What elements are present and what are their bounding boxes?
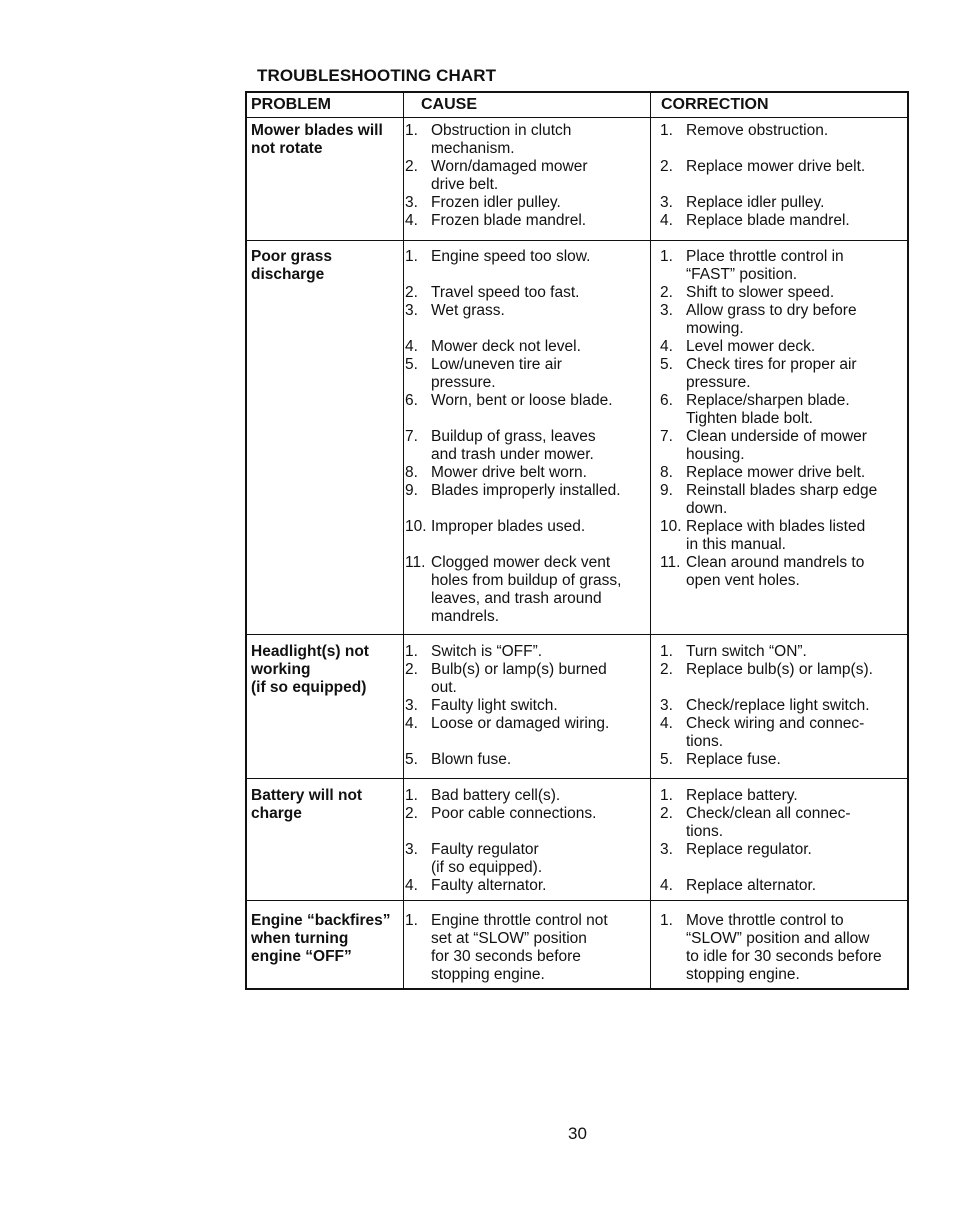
correction-line: Reinstall blades sharp edge <box>686 482 878 499</box>
troubleshooting-table <box>245 91 909 990</box>
cause-text <box>431 841 542 877</box>
correction-line: Replace mower drive belt. <box>686 158 866 175</box>
correction-number: 3. <box>660 302 673 319</box>
correction-text <box>686 428 867 464</box>
row-divider <box>247 778 907 779</box>
cause-number: 3. <box>405 841 418 858</box>
correction-text <box>686 518 865 554</box>
correction-line: Shift to slower speed. <box>686 284 835 301</box>
correction-line: open vent holes. <box>686 572 800 589</box>
correction-line: Check tires for proper air <box>686 356 857 373</box>
correction-line: Check wiring and connec- <box>686 715 865 732</box>
cause-line: Travel speed too fast. <box>431 284 580 301</box>
correction-text <box>686 643 807 661</box>
cause-line: Wet grass. <box>431 302 505 319</box>
cause-number: 4. <box>405 715 418 732</box>
correction-number: 1. <box>660 248 673 265</box>
cause-line: Clogged mower deck vent <box>431 554 611 571</box>
cause-line: (if so equipped). <box>431 859 543 876</box>
correction-text <box>686 912 882 984</box>
cause-number: 1. <box>405 122 418 139</box>
row-divider <box>247 900 907 901</box>
header-problem: PROBLEM <box>251 96 331 113</box>
correction-text <box>686 805 851 841</box>
cause-line: Faulty alternator. <box>431 877 547 894</box>
cause-line: Bad battery cell(s). <box>431 787 561 804</box>
column-divider <box>650 93 651 988</box>
correction-line: Turn switch “ON”. <box>686 643 807 660</box>
correction-number: 2. <box>660 661 673 678</box>
problem-line: Battery will not <box>251 787 363 804</box>
correction-text <box>686 715 864 751</box>
correction-line: Remove obstruction. <box>686 122 829 139</box>
problem-line: not rotate <box>251 140 323 157</box>
correction-number: 3. <box>660 697 673 714</box>
correction-number: 2. <box>660 805 673 822</box>
correction-number: 4. <box>660 715 673 732</box>
cause-text <box>431 392 613 410</box>
problem-cell <box>251 643 406 697</box>
correction-line: Replace battery. <box>686 787 798 804</box>
correction-line: to idle for 30 seconds before <box>686 948 882 965</box>
correction-number: 1. <box>660 122 673 139</box>
cause-line: mechanism. <box>431 140 515 157</box>
correction-text <box>686 392 850 428</box>
cause-text <box>431 356 562 392</box>
correction-line: tions. <box>686 823 724 840</box>
correction-number: 4. <box>660 338 673 355</box>
cause-text <box>431 212 586 230</box>
cause-number: 1. <box>405 912 418 929</box>
correction-text <box>686 841 812 859</box>
cause-text <box>431 877 546 895</box>
correction-line: Replace regulator. <box>686 841 812 858</box>
cause-number: 2. <box>405 661 418 678</box>
correction-text <box>686 302 857 338</box>
cause-text <box>431 428 596 464</box>
correction-text <box>686 751 781 769</box>
cause-text <box>431 661 607 697</box>
cause-text <box>431 751 511 769</box>
cause-text <box>431 194 561 212</box>
correction-line: Replace mower drive belt. <box>686 464 866 481</box>
cause-number: 8. <box>405 464 418 481</box>
cause-number: 2. <box>405 284 418 301</box>
cause-text <box>431 302 505 320</box>
correction-line: Replace idler pulley. <box>686 194 825 211</box>
problem-line: working <box>251 661 311 678</box>
row-divider <box>247 634 907 635</box>
cause-text <box>431 122 571 158</box>
correction-line: Tighten blade bolt. <box>686 410 813 427</box>
correction-line: in this manual. <box>686 536 786 553</box>
cause-text <box>431 158 588 194</box>
header-divider <box>247 117 907 118</box>
correction-line: Move throttle control to <box>686 912 844 929</box>
cause-text <box>431 338 581 356</box>
correction-text <box>686 877 816 895</box>
cause-line: Switch is “OFF”. <box>431 643 543 660</box>
correction-line: “FAST” position. <box>686 266 798 283</box>
correction-line: Check/clean all connec- <box>686 805 851 822</box>
correction-line: Replace blade mandrel. <box>686 212 850 229</box>
cause-number: 1. <box>405 248 418 265</box>
correction-text <box>686 554 864 590</box>
correction-text <box>686 284 834 302</box>
column-divider <box>403 93 404 988</box>
correction-number: 5. <box>660 751 673 768</box>
cause-line: and trash under mower. <box>431 446 594 463</box>
page-number: 30 <box>568 1124 587 1143</box>
problem-line: when turning <box>251 930 349 947</box>
cause-line: stopping engine. <box>431 966 545 983</box>
correction-line: Level mower deck. <box>686 338 816 355</box>
cause-number: 5. <box>405 356 418 373</box>
correction-text <box>686 194 824 212</box>
correction-text <box>686 356 857 392</box>
cause-line: Blown fuse. <box>431 751 512 768</box>
problem-line: charge <box>251 805 302 822</box>
cause-text <box>431 643 542 661</box>
cause-number: 1. <box>405 787 418 804</box>
cause-number: 2. <box>405 805 418 822</box>
correction-line: tions. <box>686 733 724 750</box>
cause-line: mandrels. <box>431 608 500 625</box>
cause-line: Frozen idler pulley. <box>431 194 561 211</box>
correction-number: 7. <box>660 428 673 445</box>
problem-line: engine “OFF” <box>251 948 352 965</box>
correction-line: Clean around mandrels to <box>686 554 865 571</box>
cause-number: 4. <box>405 877 418 894</box>
problem-cell <box>251 248 406 284</box>
correction-number: 2. <box>660 284 673 301</box>
correction-line: “SLOW” position and allow <box>686 930 870 947</box>
cause-text <box>431 464 587 482</box>
cause-line: Worn/damaged mower <box>431 158 588 175</box>
cause-line: Mower deck not level. <box>431 338 581 355</box>
correction-text <box>686 787 798 805</box>
problem-line: Headlight(s) not <box>251 643 369 660</box>
correction-line: Replace/sharpen blade. <box>686 392 850 409</box>
cause-line: Worn, bent or loose blade. <box>431 392 613 409</box>
cause-number: 6. <box>405 392 418 409</box>
cause-line: Bulb(s) or lamp(s) burned <box>431 661 607 678</box>
correction-text <box>686 338 815 356</box>
cause-line: set at “SLOW” position <box>431 930 587 947</box>
correction-number: 10. <box>660 518 682 535</box>
correction-line: Place throttle control in <box>686 248 844 265</box>
problem-line: Mower blades will <box>251 122 383 139</box>
cause-line: Obstruction in clutch <box>431 122 572 139</box>
header-cause: CAUSE <box>421 96 478 113</box>
chart-title: TROUBLESHOOTING CHART <box>257 66 497 85</box>
cause-text <box>431 805 596 823</box>
cause-number: 3. <box>405 302 418 319</box>
correction-line: Check/replace light switch. <box>686 697 870 714</box>
problem-cell <box>251 912 406 966</box>
correction-line: housing. <box>686 446 745 463</box>
correction-line: Replace with blades listed <box>686 518 866 535</box>
cause-line: leaves, and trash around <box>431 590 602 607</box>
correction-line: Replace bulb(s) or lamp(s). <box>686 661 873 678</box>
correction-line: Replace fuse. <box>686 751 781 768</box>
correction-number: 3. <box>660 194 673 211</box>
cause-number: 3. <box>405 697 418 714</box>
cause-line: Blades improperly installed. <box>431 482 621 499</box>
correction-text <box>686 482 877 518</box>
cause-text <box>431 787 560 805</box>
cause-line: Engine speed too slow. <box>431 248 591 265</box>
correction-line: Clean underside of mower <box>686 428 867 445</box>
correction-line: Replace alternator. <box>686 877 817 894</box>
correction-line: pressure. <box>686 374 751 391</box>
cause-number: 11. <box>405 554 426 571</box>
correction-number: 1. <box>660 912 673 929</box>
correction-number: 5. <box>660 356 673 373</box>
correction-number: 4. <box>660 212 673 229</box>
correction-line: mowing. <box>686 320 744 337</box>
correction-number: 2. <box>660 158 673 175</box>
cause-line: Faulty light switch. <box>431 697 558 714</box>
correction-number: 9. <box>660 482 673 499</box>
correction-number: 3. <box>660 841 673 858</box>
cause-line: Mower drive belt worn. <box>431 464 587 481</box>
cause-number: 7. <box>405 428 418 445</box>
correction-text <box>686 122 828 140</box>
cause-text <box>431 482 621 500</box>
correction-line: down. <box>686 500 728 517</box>
cause-line: holes from buildup of grass, <box>431 572 622 589</box>
cause-line: Improper blades used. <box>431 518 586 535</box>
cause-text <box>431 248 590 266</box>
cause-number: 4. <box>405 338 418 355</box>
correction-number: 1. <box>660 787 673 804</box>
problem-cell <box>251 122 406 158</box>
correction-number: 1. <box>660 643 673 660</box>
problem-line: Engine “backfires” <box>251 912 391 929</box>
cause-text <box>431 697 558 715</box>
problem-line: discharge <box>251 266 325 283</box>
problem-line: Poor grass <box>251 248 332 265</box>
cause-number: 4. <box>405 212 418 229</box>
cause-number: 5. <box>405 751 418 768</box>
correction-number: 8. <box>660 464 673 481</box>
cause-number: 1. <box>405 643 418 660</box>
problem-cell <box>251 787 406 823</box>
correction-text <box>686 248 844 284</box>
correction-text <box>686 464 865 482</box>
cause-line: pressure. <box>431 374 496 391</box>
cause-line: Faulty regulator <box>431 841 539 858</box>
correction-text <box>686 697 870 715</box>
cause-line: Loose or damaged wiring. <box>431 715 610 732</box>
header-correction: CORRECTION <box>661 96 769 113</box>
correction-text <box>686 212 850 230</box>
row-divider <box>247 240 907 241</box>
cause-number: 10. <box>405 518 427 535</box>
cause-line: out. <box>431 679 457 696</box>
cause-text <box>431 554 621 626</box>
correction-number: 4. <box>660 877 673 894</box>
cause-line: for 30 seconds before <box>431 948 581 965</box>
cause-line: Frozen blade mandrel. <box>431 212 587 229</box>
cause-line: Low/uneven tire air <box>431 356 562 373</box>
problem-line: (if so equipped) <box>251 679 367 696</box>
correction-number: 6. <box>660 392 673 409</box>
cause-number: 3. <box>405 194 418 211</box>
cause-text <box>431 912 608 984</box>
correction-text <box>686 158 865 176</box>
correction-line: stopping engine. <box>686 966 800 983</box>
cause-line: Engine throttle control not <box>431 912 608 929</box>
correction-line: Allow grass to dry before <box>686 302 857 319</box>
cause-text <box>431 284 579 302</box>
cause-text <box>431 518 585 536</box>
cause-line: Poor cable connections. <box>431 805 597 822</box>
correction-number: 11. <box>660 554 681 571</box>
cause-text <box>431 715 609 733</box>
cause-number: 2. <box>405 158 418 175</box>
correction-text <box>686 661 873 679</box>
cause-line: Buildup of grass, leaves <box>431 428 596 445</box>
cause-line: drive belt. <box>431 176 499 193</box>
cause-number: 9. <box>405 482 418 499</box>
